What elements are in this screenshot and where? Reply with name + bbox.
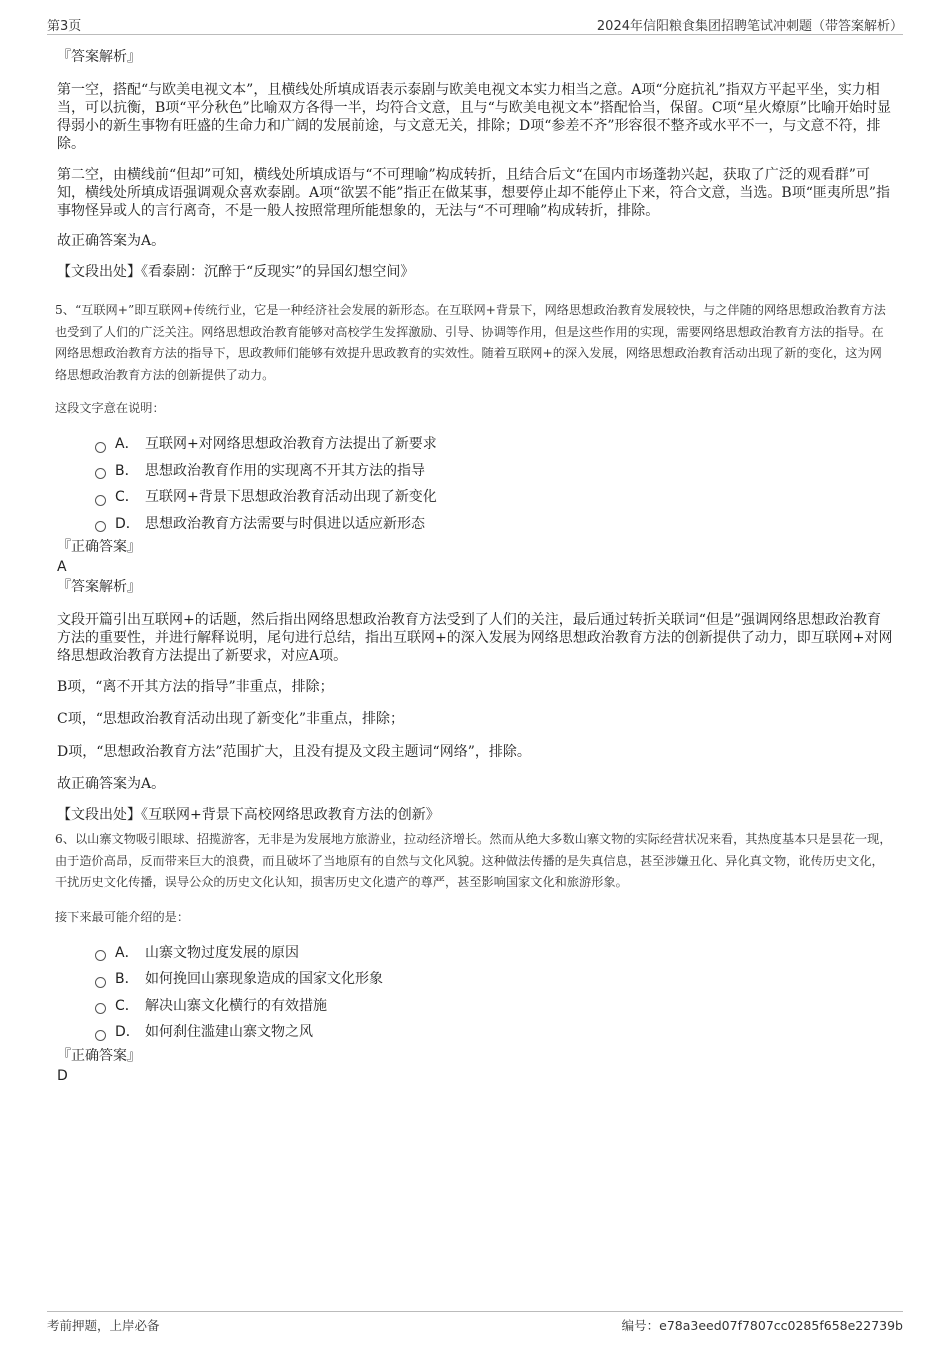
- option-text: 山寨文物过度发展的原因: [145, 944, 299, 961]
- source-citation: 【文段出处】《互联网+背景下高校网络思政教育方法的创新》: [57, 807, 440, 823]
- question-5-prompt: 这段文字意在说明：: [55, 401, 165, 415]
- option-text: 互联网+对网络思想政治教育方法提出了新要求: [145, 436, 437, 452]
- radio-button[interactable]: [95, 468, 106, 479]
- option-text: 思想政治教育作用的实现离不开其方法的指导: [145, 462, 425, 479]
- option-text: 互联网+背景下思想政治教育活动出现了新变化: [145, 489, 437, 505]
- answer-conclusion: 故正确答案为A。: [57, 776, 166, 792]
- radio-button[interactable]: [95, 950, 106, 961]
- source-citation: 【文段出处】《看泰剧：沉醉于“反现实”的异国幻想空间》: [57, 264, 415, 280]
- option-d[interactable]: D． 如何刹住滥建山寨文物之风: [95, 1019, 893, 1046]
- question-5-text: 5、“互联网+”即互联网+传统行业，它是一种经济社会发展的新形态。在互联网+背景下，网络思想政治教育发展较快，与之伴随的网络思想政治教育方法也受到了人们的广泛关注。网络思想政治教育能够对高校学生发挥激励、引导、协调等作用，但是这些作用的实现，需要网络思想政治教育方法的指导。在网络思想政治教育方法的指导下，思政教师们能够有效提升思政教育的实效性。随着互联网+的深入发展，网络思想政治教育活动出现了新的变化，这为网络思想政治教育方法的创新提供了动力。: [55, 303, 886, 382]
- correct-answer-value: D: [57, 1067, 68, 1084]
- analysis-paragraph: 第一空，搭配“与欧美电视文本”，且横线处所填成语表示泰剧与欧美电视文本实力相当之意。A项“分庭抗礼”指双方平起平坐，实力相当，可以抗衡，B项“平分秋色”比喻双方各得一半，均符合文意，且与“与欧美电视文本”搭配恰当，保留。C项“星火燎原”比喻开始时显得弱小的新生事物有旺盛的生命力和广阔的发展前途，与文意无关，排除；D项“参差不齐”形容很不整齐或水平不一，与文意不符，排除。: [57, 82, 891, 152]
- radio-button[interactable]: [95, 442, 106, 453]
- option-text: 如何刹住滥建山寨文物之风: [145, 1024, 313, 1040]
- option-b[interactable]: B． 如何挽回山寨现象造成的国家文化形象: [95, 966, 893, 993]
- option-a[interactable]: A． 互联网+对网络思想政治教育方法提出了新要求: [95, 431, 893, 458]
- analysis-paragraph: B项，“离不开其方法的指导”非重点，排除；: [57, 679, 334, 695]
- analysis-label: 『答案解析』: [57, 579, 141, 595]
- footer-slogan: 考前押题，上岸必备: [47, 1318, 160, 1333]
- option-b[interactable]: B． 思想政治教育作用的实现离不开其方法的指导: [95, 458, 893, 485]
- option-a[interactable]: A． 山寨文物过度发展的原因: [95, 940, 893, 967]
- option-text: 如何挽回山寨现象造成的国家文化形象: [145, 971, 383, 987]
- radio-button[interactable]: [95, 495, 106, 506]
- correct-answer-label: 『正确答案』: [57, 1047, 141, 1064]
- radio-button[interactable]: [95, 1030, 106, 1041]
- analysis-paragraph: D项，“思想政治教育方法”范围扩大，且没有提及文段主题词“网络”，排除。: [57, 744, 531, 760]
- question-6-options: [57, 940, 893, 1046]
- radio-button[interactable]: [95, 1003, 106, 1014]
- option-c[interactable]: C． 解决山寨文化横行的有效措施: [95, 993, 893, 1020]
- option-text: 思想政治教育方法需要与时俱进以适应新形态: [145, 515, 425, 532]
- analysis-label: 『答案解析』: [57, 49, 141, 65]
- option-text: 解决山寨文化横行的有效措施: [145, 997, 327, 1014]
- page-footer: [47, 1311, 903, 1334]
- page-number: 第3页: [47, 19, 82, 34]
- radio-button[interactable]: [95, 977, 106, 988]
- correct-answer-label: 『正确答案』: [57, 539, 141, 555]
- question-6-text: 6、以山寨文物吸引眼球、招揽游客，无非是为发展地方旅游业，拉动经济增长。然而从绝大多数山寨文物的实际经营状况来看，其热度基本只是昙花一现，由于造价高昂，反而带来巨大的浪费，而且破坏了当地原有的自然与文化风貌。这种做法传播的是失真信息，甚至涉嫌丑化、异化真文物，讹传历史文化，干扰历史文化传播，误导公众的历史文化认知，损害历史文化遗产的尊严，甚至影响国家文化和旅游形象。: [55, 832, 892, 889]
- correct-answer-value: A: [57, 559, 67, 575]
- analysis-paragraph: 第二空，由横线前“但却”可知，横线处所填成语与“不可理喻”构成转折，且结合后文“在国内市场蓬勃兴起，获取了广泛的观看群”可知，横线处所填成语强调观众喜欢泰剧。A项“欲罢不能”指正在做某事，想要停止却不能停止下来，符合文意，当选。B项“匪夷所思”指事物怪异或人的言行离奇，不是一般人按照常理所能想象的，无法与“不可理喻”构成转折，排除。: [57, 167, 891, 219]
- page-header: [47, 14, 903, 35]
- question-5-options: [57, 431, 893, 537]
- answer-conclusion: 故正确答案为A。: [57, 233, 166, 249]
- analysis-paragraph: 文段开篇引出互联网+的话题，然后指出网络思想政治教育方法受到了人们的关注，最后通过转折关联词“但是”强调网络思想政治教育方法的重要性，并进行解释说明，尾句进行总结，指出互联网+的深入发展为网络思想政治教育方法的创新提供了动力，即互联网+对网络思想政治教育方法提出了新要求，对应A项。: [57, 612, 893, 664]
- analysis-paragraph: C项，“思想政治教育活动出现了新变化”非重点，排除；: [57, 711, 405, 727]
- question-6-prompt: 接下来最可能介绍的是：: [55, 909, 190, 924]
- document-title: 2024年信阳粮食集团招聘笔试冲刺题（带答案解析）: [596, 19, 903, 34]
- option-d[interactable]: D． 思想政治教育方法需要与时俱进以适应新形态: [95, 511, 893, 538]
- radio-button[interactable]: [95, 521, 106, 532]
- page-content: [57, 47, 893, 1086]
- option-c[interactable]: C． 互联网+背景下思想政治教育活动出现了新变化: [95, 484, 893, 511]
- document-code: 编号：e78a3eed07f7807cc0285f658e22739b: [621, 1318, 903, 1333]
